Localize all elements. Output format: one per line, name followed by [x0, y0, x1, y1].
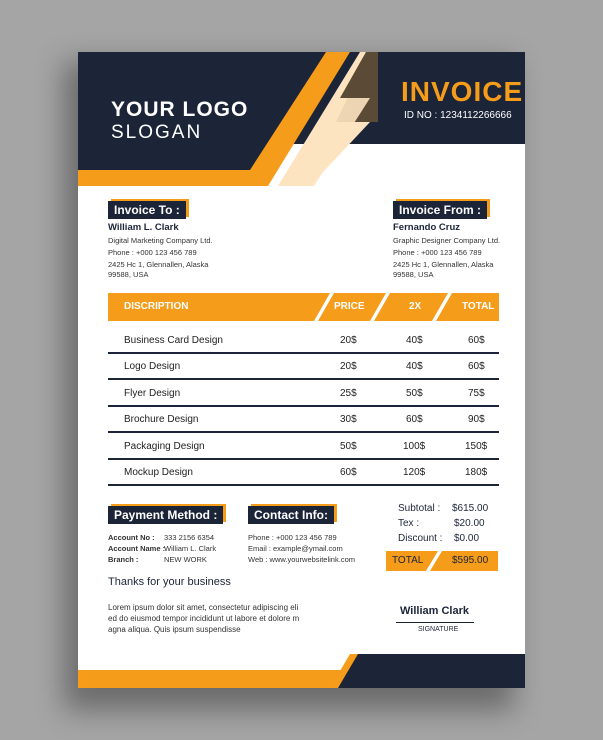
total-bar — [386, 551, 498, 571]
branch-value: NEW WORK — [164, 555, 207, 564]
header-qty: 2X — [409, 301, 422, 312]
row-price: 30$ — [340, 414, 357, 425]
signature-label: SIGNATURE — [418, 626, 459, 633]
invoice-page — [78, 52, 525, 688]
invoice-to-company: Digital Marketing Company Ltd. — [108, 236, 213, 245]
thanks-text: Thanks for your business — [108, 576, 231, 588]
row-description: Mockup Design — [124, 467, 193, 478]
account-no-label: Account No : — [108, 533, 155, 542]
invoice-from-address1: 2425 Hc 1, Glennallen, Alaska — [393, 260, 494, 269]
subtotal-label: Subtotal : — [398, 503, 441, 514]
row-total: 60$ — [468, 361, 485, 372]
lorem-line-1: Lorem ipsum dolor sit amet, consectetur adipiscing eli — [108, 603, 299, 612]
contact-info-label: Contact Info: — [248, 506, 334, 524]
tax-value: $20.00 — [454, 518, 485, 529]
table-row — [108, 434, 499, 460]
row-total: 150$ — [465, 441, 488, 452]
row-total: 90$ — [468, 414, 485, 425]
invoice-to-label: Invoice To : — [108, 201, 186, 219]
logo-text: YOUR LOGO — [111, 98, 249, 121]
invoice-from-phone: Phone : +000 123 456 789 — [393, 248, 482, 257]
total-label: TOTAL — [392, 555, 424, 566]
table-row — [108, 381, 499, 407]
invoice-title: INVOICE — [401, 76, 524, 107]
row-qty: 40$ — [406, 335, 423, 346]
row-description: Brochure Design — [124, 414, 199, 425]
contact-phone: Phone : +000 123 456 789 — [248, 533, 337, 542]
total-value: $595.00 — [452, 555, 489, 566]
lorem-line-3: agna aliqua. Quis ipsum suspendisse — [108, 625, 241, 634]
header-total: TOTAL — [462, 301, 495, 312]
account-name-label: Account Name : — [108, 544, 166, 553]
row-price: 25$ — [340, 388, 357, 399]
table-row — [108, 328, 499, 354]
invoice-from-address2: 99588, USA — [393, 270, 434, 279]
invoice-from-label: Invoice From : — [393, 201, 487, 219]
lorem-line-2: ed do eiusmod tempor incididunt ut labore et dolore m — [108, 614, 300, 623]
contact-web: Web : www.yourwebsitelink.com — [248, 555, 355, 564]
discount-label: Discount : — [398, 533, 443, 544]
account-name-value: William L. Clark — [164, 544, 217, 553]
header-price: PRICE — [334, 301, 365, 312]
row-price: 50$ — [340, 441, 357, 452]
invoice-to-phone: Phone : +000 123 456 789 — [108, 248, 197, 257]
table-row — [108, 354, 499, 380]
slogan-text: SLOGAN — [111, 122, 203, 143]
table-row — [108, 460, 499, 486]
row-qty: 60$ — [406, 414, 423, 425]
invoice-from-name: Fernando Cruz — [393, 222, 461, 233]
row-price: 60$ — [340, 467, 357, 478]
row-price: 20$ — [340, 361, 357, 372]
signature-line — [396, 622, 474, 623]
invoice-to-address1: 2425 Hc 1, Glennallen, Alaska — [108, 260, 209, 269]
row-total: 75$ — [468, 388, 485, 399]
account-no-value: 333 2156 6354 — [164, 533, 215, 542]
header-description: DISCRIPTION — [124, 301, 189, 312]
row-qty: 50$ — [406, 388, 423, 399]
row-total: 180$ — [465, 467, 488, 478]
payment-method-label: Payment Method : — [108, 506, 223, 524]
row-total: 60$ — [468, 335, 485, 346]
row-description: Packaging Design — [124, 441, 205, 452]
subtotal-value: $615.00 — [452, 503, 489, 514]
signature-name: William Clark — [400, 605, 469, 617]
row-description: Logo Design — [124, 361, 181, 372]
discount-value: $0.00 — [454, 533, 480, 544]
row-description: Flyer Design — [124, 388, 181, 399]
row-qty: 100$ — [403, 441, 426, 452]
invoice-id: ID NO : 1234112266666 — [404, 110, 512, 121]
branch-label: Branch : — [108, 555, 139, 564]
row-description: Business Card Design — [124, 335, 223, 346]
tax-label: Tex : — [398, 518, 420, 529]
invoice-to-address2: 99588, USA — [108, 270, 149, 279]
row-price: 20$ — [340, 335, 357, 346]
contact-email: Email : example@ymail.com — [248, 544, 343, 553]
invoice-from-company: Graphic Designer Company Ltd. — [393, 236, 501, 245]
footer-graphic — [78, 654, 525, 688]
row-qty: 40$ — [406, 361, 423, 372]
row-qty: 120$ — [403, 467, 426, 478]
table-header — [108, 293, 499, 321]
table-row — [108, 407, 499, 433]
invoice-to-name: William L. Clark — [108, 222, 179, 233]
